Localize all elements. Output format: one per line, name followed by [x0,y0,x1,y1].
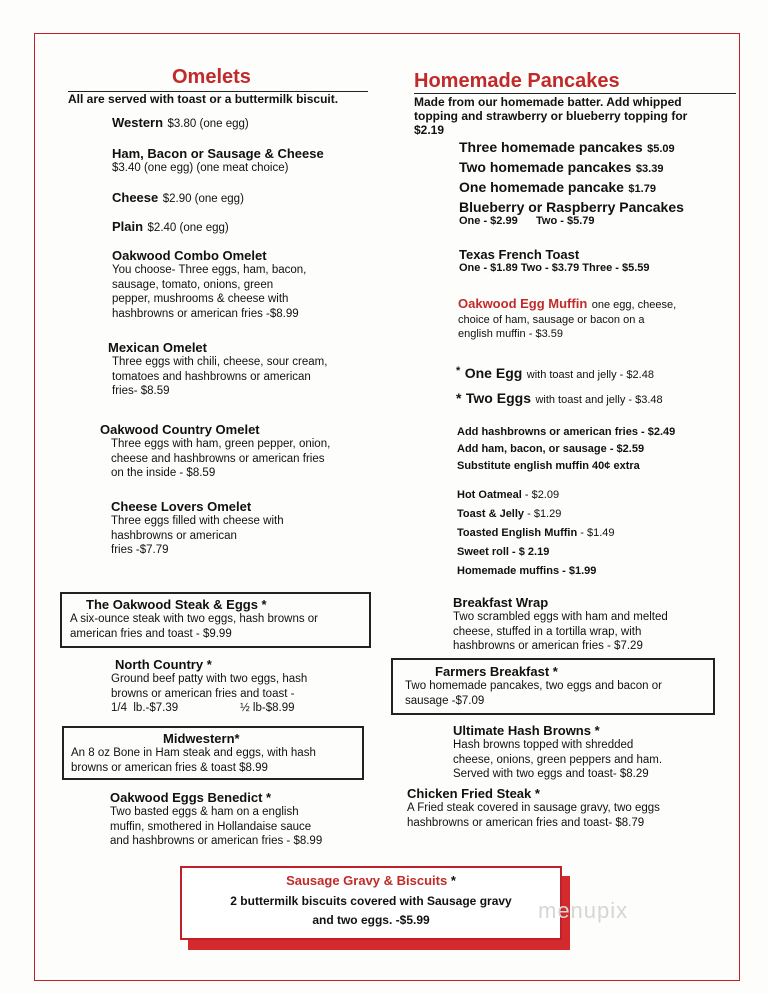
watermark: menupix [538,898,629,923]
french-toast [459,247,650,274]
combo-name: Oakwood Combo Omelet [112,248,267,263]
steak-eggs-desc: A six-ounce steak with two eggs, hash browns or [70,613,319,625]
chicken-fried-steak-desc: hashbrowns or american fries and toast- $8.79 [407,816,645,829]
pancakes-subtitle-line: topping and strawberry or blueberry topping for [414,109,688,123]
gravy-mark: * [447,873,456,888]
berry-pancakes [459,199,684,227]
sides [457,485,615,580]
side-item [457,561,615,580]
eggs-benedict-desc: muffin, smothered in Hollandaise sauce [110,820,312,833]
combo-desc: sausage, tomato, onions, green [112,278,274,291]
chicken-fried-steak-desc: A Fried steak covered in sausage gravy, two eggs [407,802,660,814]
egg-muffin-name: Oakwood Egg Muffin [458,296,588,311]
plain-price: $2.40 (one egg) [147,222,229,234]
two-pancakes [459,159,663,177]
steak-eggs-name: The Oakwood Steak & Eggs * [86,597,267,612]
berry-pancakes-price: One - $2.99 Two - $5.79 [459,215,595,227]
mexican-desc: fries- $8.59 [112,385,170,397]
lovers-desc: Three eggs filled with cheese with [111,515,284,527]
side-name: Toasted English Muffin [457,527,578,539]
hbs-price: $3.40 (one egg) (one meat choice) [112,162,289,174]
omelets-subtitle: All are served with toast or a buttermilk biscuit. [68,92,339,106]
country-name: Oakwood Country Omelet [100,422,260,437]
midwestern-desc: browns or american fries & toast $8.99 [71,761,268,774]
country-desc: on the inside - $8.59 [111,467,216,479]
eggs-benedict-name: Oakwood Eggs Benedict * [110,790,272,805]
side-price: - $1.29 [524,508,562,520]
north-country-price-quarter: 1/4 lb.-$7.39 [111,702,179,714]
lovers-omelet [111,499,284,558]
breakfast-wrap-desc: Two scrambled eggs with ham and melted [453,611,668,623]
hbs-name: Ham, Bacon or Sausage & Cheese [112,146,324,161]
hash-browns [453,723,662,782]
addon-line: Add hashbrowns or american fries - $2.49 [457,426,676,438]
side-name: Hot Oatmeal [457,489,522,501]
combo-omelet [112,248,306,321]
breakfast-wrap-name: Breakfast Wrap [453,595,549,610]
breakfast-wrap [453,595,668,654]
gravy-name: Sausage Gravy & Biscuits [286,873,448,888]
north-country-name: North Country * [115,657,212,672]
cheese-omelet [112,189,244,207]
side-item [457,542,615,561]
side-name: Homemade muffins [457,565,560,577]
side-price: - $1.99 [559,565,597,577]
plain-name: Plain [112,219,144,234]
pancakes-title: Homemade Pancakes [414,70,620,92]
one-egg-price: with toast and jelly - $2.48 [526,369,654,381]
hash-browns-name: Ultimate Hash Browns * [453,723,600,738]
two-eggs [456,390,663,408]
combo-desc: You choose- Three eggs, ham, bacon, [112,264,307,276]
breakfast-wrap-desc: hashbrowns or american fries - $7.29 [453,640,643,652]
one-pancake [459,179,656,197]
hash-browns-desc: Hash browns topped with shredded [453,739,634,751]
two-eggs-price: with toast and jelly - $3.48 [535,394,663,406]
three-pancakes [459,139,675,157]
two-pancakes-name: Two homemade pancakes [459,159,632,175]
steak-eggs-box [60,592,371,648]
mexican-desc: tomatoes and hashbrowns or american [112,370,311,383]
western-name: Western [112,115,164,130]
gravy-box [180,866,562,940]
pancakes-subtitle-line: $2.19 [414,123,445,137]
egg-muffin-desc: english muffin - $3.59 [458,328,563,340]
western-omelet [112,114,249,132]
eggs-benedict-desc: and hashbrowns or american fries - $8.99 [110,835,323,847]
pancakes-rule [414,93,736,94]
mexican-name: Mexican Omelet [108,340,207,355]
one-pancake-name: One homemade pancake [459,179,624,195]
chicken-fried-steak [407,786,660,830]
berry-pancakes-name: Blueberry or Raspberry Pancakes [459,199,684,215]
western-price: $3.80 (one egg) [167,118,249,130]
mexican-desc: Three eggs with chili, cheese, sour cream, [112,356,328,368]
side-price: - $1.49 [577,527,615,539]
farmers-breakfast-desc: sausage -$7.09 [405,694,485,707]
side-price: - $ 2.19 [508,546,550,558]
two-eggs-mark: * [456,390,462,406]
one-egg [456,365,654,383]
one-egg-name: One Egg [464,365,523,381]
addons [457,424,675,475]
combo-desc: hashbrowns or american fries -$8.99 [112,307,299,320]
lovers-name: Cheese Lovers Omelet [111,499,252,514]
gravy-title [182,872,560,890]
north-country-price-half: ½ lb-$8.99 [240,702,295,714]
side-item [457,485,615,504]
cheese-price: $2.90 (one egg) [162,193,244,205]
side-name: Toast & Jelly [457,508,525,520]
midwestern-name: Midwestern* [163,731,240,746]
egg-muffin [458,295,738,341]
omelets-title: Omelets [172,66,251,88]
three-pancakes-price: $5.09 [647,143,675,155]
hash-browns-desc: cheese, onions, green peppers and ham. [453,753,663,766]
farmers-breakfast-box [391,658,715,715]
steak-eggs-desc: american fries and toast - $9.99 [70,627,232,640]
egg-muffin-desc: one egg, cheese, [591,299,677,311]
side-item [457,523,615,542]
pancakes-subtitle [414,95,687,137]
three-pancakes-name: Three homemade pancakes [459,139,643,155]
chicken-fried-steak-name: Chicken Fried Steak * [407,786,540,801]
north-country-price [111,701,307,716]
gravy-desc: and two eggs. -$5.99 [312,913,430,927]
mexican-omelet [108,340,327,399]
plain-omelet [112,218,229,236]
french-toast-price: One - $1.89 Two - $3.79 Three - $5.59 [459,262,650,274]
midwestern-desc: An 8 oz Bone in Ham steak and eggs, with hash [71,747,316,759]
north-country-desc: browns or american fries and toast - [111,687,295,700]
cheese-name: Cheese [112,190,159,205]
eggs-benedict [110,790,322,849]
midwestern-box [62,726,364,780]
breakfast-wrap-desc: cheese, stuffed in a tortilla wrap, with [453,625,642,638]
side-item [457,504,615,523]
side-name: Sweet roll [457,546,509,558]
one-pancake-price: $1.79 [628,183,656,195]
farmers-breakfast-desc: Two homemade pancakes, two eggs and bacon or [405,680,662,692]
north-country-desc: Ground beef patty with two eggs, hash [111,673,308,685]
two-eggs-name: Two Eggs [465,390,531,406]
addon-line: Add ham, bacon, or sausage - $2.59 [457,443,645,455]
farmers-breakfast-name: Farmers Breakfast * [435,664,558,679]
one-egg-mark: * [456,365,461,377]
french-toast-name: Texas French Toast [459,247,580,262]
combo-desc: pepper, mushrooms & cheese with [112,293,289,305]
country-omelet [100,422,330,481]
gravy-desc: 2 buttermilk biscuits covered with Sausage gravy [230,894,512,908]
addon-line: Substitute english muffin 40¢ extra [457,460,640,472]
lovers-desc: fries -$7.79 [111,544,169,556]
lovers-desc: hashbrowns or american [111,529,237,542]
egg-muffin-desc: choice of ham, sausage or bacon on a [458,314,645,326]
eggs-benedict-desc: Two basted eggs & ham on a english [110,806,299,818]
country-desc: Three eggs with ham, green pepper, onion, [111,438,331,450]
hash-browns-desc: Served with two eggs and toast- $8.29 [453,768,649,780]
side-price: - $2.09 [521,489,560,501]
country-desc: cheese and hashbrowns or american fries [111,452,325,465]
two-pancakes-price: $3.39 [635,163,664,175]
north-country [111,657,307,716]
pancakes-subtitle-line: Made from our homemade batter. Add whipped [414,95,682,109]
hbs-omelet [112,146,324,176]
